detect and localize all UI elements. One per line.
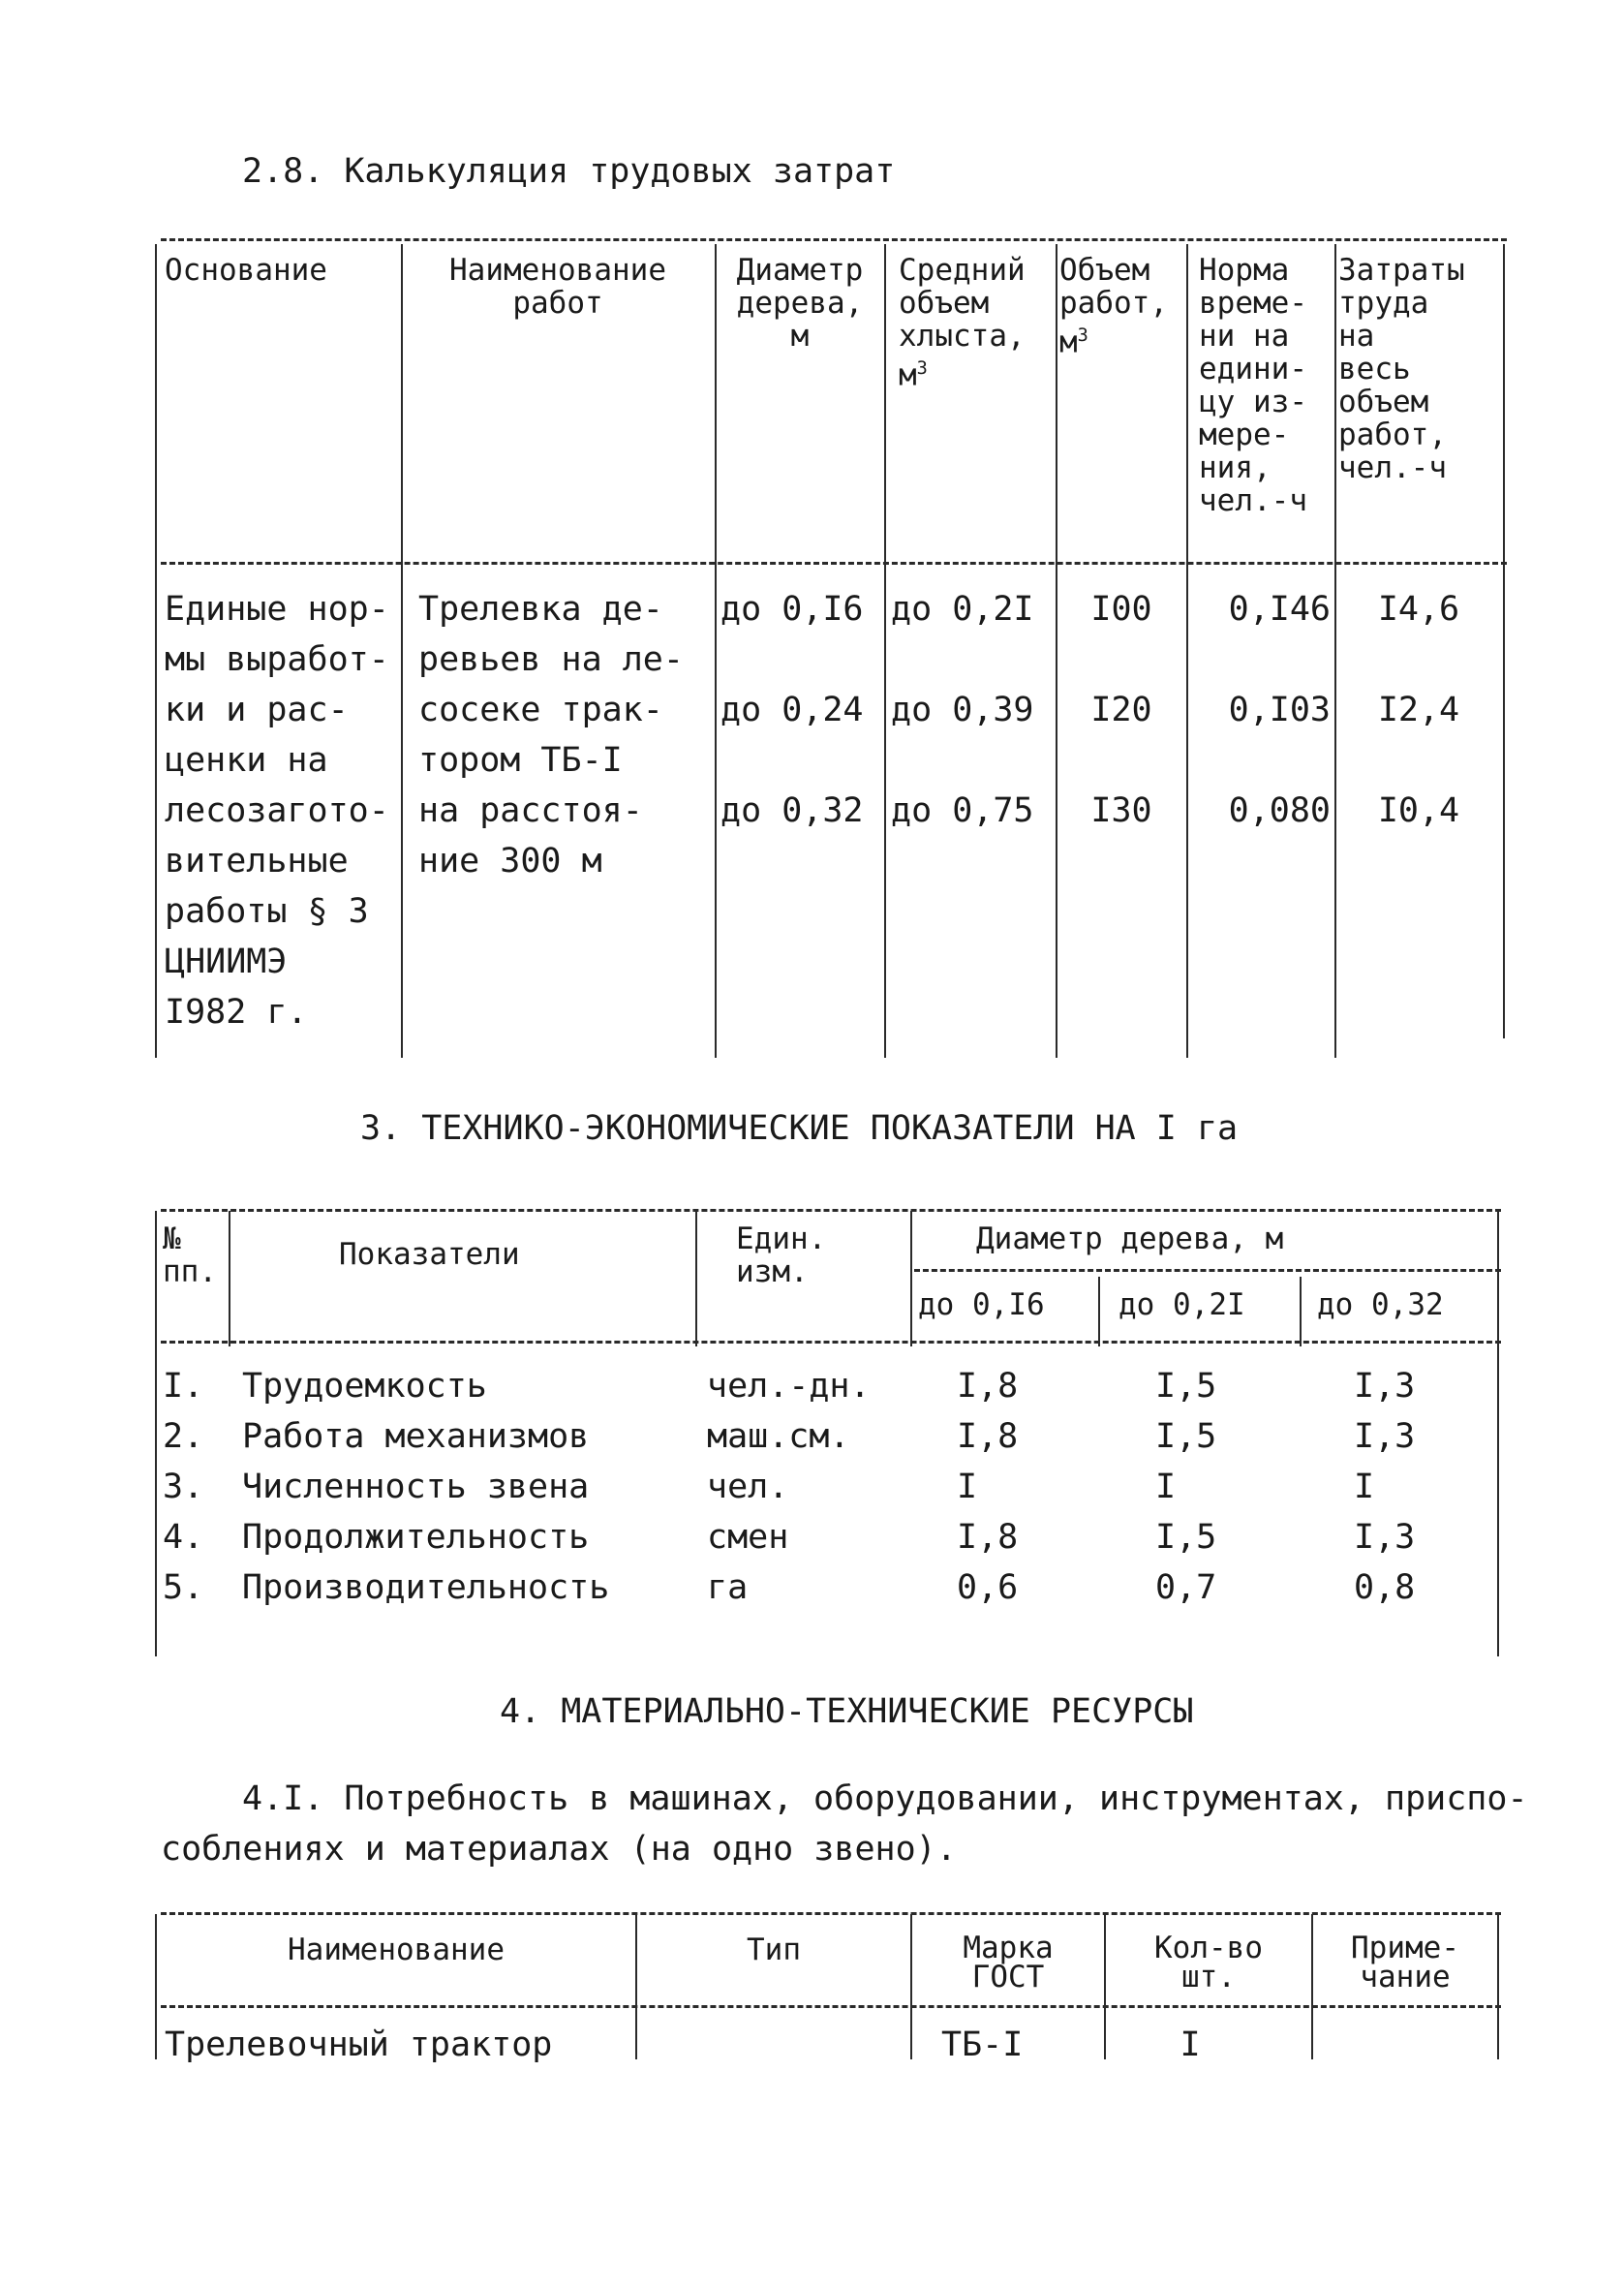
cell-avg-volume: до 0,75 [891,791,1034,830]
cell-value: I,8 [957,1417,1019,1456]
header-type: Тип [747,1932,801,1967]
cell-unit: чел.-дн. [707,1367,871,1406]
cell-value: 0,6 [957,1568,1019,1607]
cell-time-norm: 0,I03 [1228,691,1331,729]
column-divider [1186,244,1188,1058]
header-tree-diameter: Диаметр дерева, м [976,1221,1284,1256]
header-diameter-2: до 0,2I [1118,1287,1245,1322]
table-border-top [161,238,1507,241]
cell-indicator: Работа механизмов [242,1417,590,1456]
cell-labor-cost: I2,4 [1377,691,1460,729]
header-diameter-1: до 0,I6 [918,1287,1045,1322]
cell-brand: ТБ-I [941,2025,1024,2064]
cell-value: I,5 [1155,1417,1217,1456]
basis-line: ки и рас- [165,691,349,729]
table-header-separator [161,2005,1501,2008]
basis-line: работы § 3 [165,892,369,931]
column-divider [910,1914,912,2059]
cell-unit: га [707,1568,749,1607]
column-divider [910,1211,912,1346]
cell-num: I. [163,1367,204,1406]
cell-work-volume: I00 [1090,590,1152,629]
column-divider [715,244,717,1058]
header-work-volume: Объем работ, $м^3$ [1059,253,1168,360]
basis-line: вительные [165,842,349,881]
basis-line: ЦНИИМЭ [165,943,288,981]
cell-value: I,3 [1354,1518,1416,1557]
column-divider [1497,1914,1499,2059]
table-border-top [161,1209,1501,1212]
basis-line: лесозагото- [165,791,389,830]
column-divider [1334,244,1336,1058]
work-line: сосеке трак- [418,691,663,729]
column-divider [1503,244,1505,1038]
cell-avg-volume: до 0,2I [891,590,1034,629]
cell-value: I,8 [957,1518,1019,1557]
cell-indicator: Численность звена [242,1468,590,1506]
column-divider [1098,1277,1100,1346]
cell-num: 3. [163,1468,204,1506]
column-divider [1104,1914,1106,2059]
header-unit: Един. изм. [736,1221,827,1289]
basis-line: Единые нор- [165,590,389,629]
cell-qty: I [1180,2025,1201,2064]
work-line: тором ТБ-I [418,741,623,780]
cell-work-volume: I20 [1090,691,1152,729]
cell-indicator: Производительность [242,1568,610,1607]
header-diameter-3: до 0,32 [1317,1287,1444,1322]
header-basis [165,254,327,287]
header-labor-cost: Затраты труда на весь объем работ, чел.-ч [1338,253,1465,485]
column-divider [1497,1211,1499,1656]
cell-unit: маш.см. [707,1417,850,1456]
column-divider [695,1211,697,1346]
cell-num: 5. [163,1568,204,1607]
column-divider [155,244,157,1058]
section-4-1-paragraph-line2: соблениях и материалах (на одно звено). [161,1830,957,1869]
basis-line: I982 г. [165,993,308,1032]
cell-value: I [957,1468,978,1506]
header-tree-diameter: Диаметр дерева, м [736,253,864,354]
cell-time-norm: 0,080 [1228,791,1331,830]
cell-diameter: до 0,32 [720,791,864,830]
cell-value: I,3 [1354,1417,1416,1456]
cell-name: Трелевочный трактор [165,2025,553,2064]
cell-unit: чел. [707,1468,789,1506]
column-divider [635,1914,637,2059]
header-qty: Кол-во шт. [1154,1931,1263,1994]
header-work-name: Наименование работ [449,253,666,321]
cell-value: 0,7 [1155,1568,1217,1607]
column-divider [884,244,886,1058]
cell-work-volume: I30 [1090,791,1152,830]
section-2-8-title: 2.8. Калькуляция трудовых затрат [242,152,896,191]
header-brand: Марка ГОСТ [963,1931,1054,1994]
header-basis-text: Основание [165,253,327,288]
column-divider [1300,1277,1302,1346]
cell-diameter: до 0,I6 [720,590,864,629]
basis-line: мы выработ- [165,640,389,679]
cell-labor-cost: I0,4 [1377,791,1460,830]
column-divider [229,1211,230,1346]
table-header-separator [161,562,1507,565]
cell-value: I [1155,1468,1177,1506]
header-note: Приме- чание [1351,1931,1459,1994]
column-divider [401,244,403,1058]
table-border-top [161,1912,1501,1915]
cell-unit: смен [707,1518,789,1557]
cell-value: I,5 [1155,1367,1217,1406]
basis-line: ценки на [165,741,328,780]
cell-indicator: Продолжительность [242,1518,590,1557]
header-indicator: Показатели [339,1237,520,1272]
cell-value: 0,8 [1354,1568,1416,1607]
column-divider [1311,1914,1313,2059]
header-num: № пп. [163,1221,217,1289]
header-name: Наименование [288,1932,505,1967]
section-3-title: 3. ТЕХНИКО-ЭКОНОМИЧЕСКИЕ ПОКАЗАТЕЛИ НА I га [360,1109,1239,1148]
cell-value: I,3 [1354,1367,1416,1406]
column-divider [1056,244,1057,1058]
column-divider [155,1211,157,1656]
header-time-norm: Норма време- ни на едини- цу из- мере- ния, чел.-ч [1199,253,1307,518]
work-line: ние 300 м [418,842,602,881]
work-line: Трелевка де- [418,590,663,629]
header-avg-volume: Средний объем хлыста, $м^3$ [899,253,1026,393]
work-line: ревьев на ле- [418,640,684,679]
cell-value: I,8 [957,1367,1019,1406]
cell-num: 4. [163,1518,204,1557]
cell-diameter: до 0,24 [720,691,864,729]
cell-labor-cost: I4,6 [1377,590,1460,629]
cell-value: I,5 [1155,1518,1217,1557]
column-divider [155,1914,157,2059]
cell-time-norm: 0,I46 [1228,590,1331,629]
cell-num: 2. [163,1417,204,1456]
cell-avg-volume: до 0,39 [891,691,1034,729]
cell-indicator: Трудоемкость [242,1367,487,1406]
section-4-1-paragraph-line1: 4.I. Потребность в машинах, оборудовании, инструментах, приспо- [242,1779,1528,1818]
diameter-subheader-separator [914,1269,1501,1272]
work-line: на расстоя- [418,791,643,830]
section-4-title: 4. МАТЕРИАЛЬНО-ТЕХНИЧЕСКИЕ РЕСУРСЫ [500,1692,1194,1731]
cell-value: I [1354,1468,1375,1506]
